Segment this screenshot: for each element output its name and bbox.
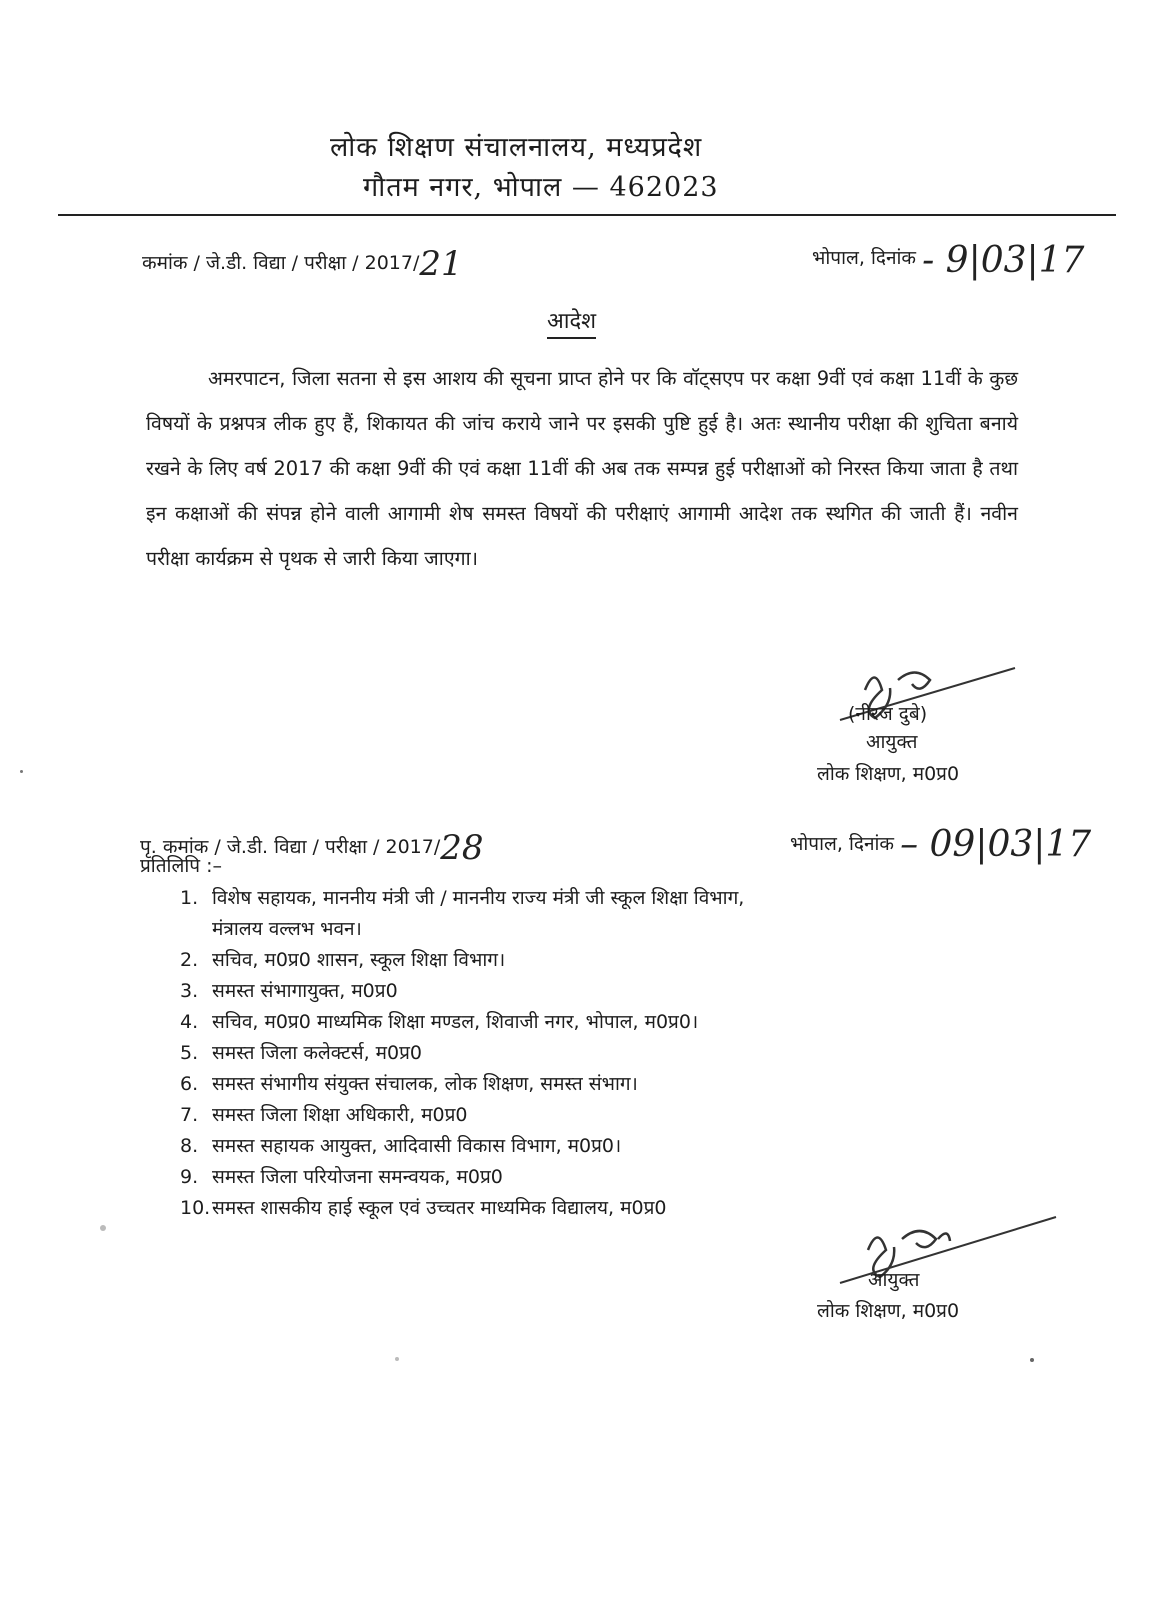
list-item: 9. समस्त जिला परियोजना समन्वयक, म0प्र0 (180, 1166, 503, 1188)
order-body: अमरपाटन, जिला सतना से इस आशय की सूचना प्राप्त होने पर कि वॉट्सएप पर कक्षा 9वीं एवं कक्षा 11वीं के कुछ विषयों के प्रश्नपत्र लीक हुए हैं, शिकायत की जांच कराये जाने पर इसकी पुष्टि हुई है। अतः स्थानीय परीक्षा की शुचिता बनाये रखने के लिए वर्ष 2017 की कक्षा 9वीं की एवं कक्षा 11वीं की अब तक सम्पन्न हुई परीक्षाओं को निरस्त किया जाता है तथा इन कक्षाओं की संपन्न होने वाली आगामी शेष समस्त विषयों की परीक्षाएं आगामी आदेश तक स्थगित की जाती हैं। नवीन परीक्षा कार्यक्रम से पृथक से जारी किया जाएगा। (146, 367, 1018, 570)
office-address: गौतम नगर, भोपाल — 462023 (363, 172, 719, 203)
signatory-designation-2: आयुक्त (868, 1269, 920, 1291)
order-number-label: कमांक / जे.डी. विद्या / परीक्षा / 2017/ (142, 252, 420, 274)
signature-mark-2 (820, 1205, 1060, 1295)
header-divider (58, 214, 1116, 216)
signatory-office-1: लोक शिक्षण, म0प्र0 (817, 763, 960, 785)
list-item: 8. समस्त सहायक आयुक्त, आदिवासी विकास विभाग, म0प्र0। (180, 1135, 622, 1157)
copy-date-label: भोपाल, दिनांक (790, 833, 895, 855)
office-name: लोक शिक्षण संचालनालय, मध्यप्रदेश (330, 132, 703, 163)
signatory-name-1: (नीरज दुबे) (848, 703, 928, 725)
copy-date (790, 818, 1092, 865)
copy-number-label: पृ. कमांक / जे.डी. विद्या / परीक्षा / 2017/ (140, 836, 441, 858)
signatory-office-2: लोक शिक्षण, म0प्र0 (817, 1300, 960, 1322)
signatory-designation-1: आयुक्त (866, 731, 918, 753)
signature-mark-1 (820, 650, 1020, 740)
scan-speck (100, 1225, 106, 1231)
list-item: 5. समस्त जिला कलेक्टर्स, म0प्र0 (180, 1042, 423, 1064)
order-date (812, 232, 1085, 281)
document-title: आदेश (547, 305, 596, 339)
scan-speck (20, 770, 23, 773)
order-date-handwritten: - 9|03|17 (922, 240, 1085, 281)
list-item-continuation: मंत्रालय वल्लभ भवन। (212, 918, 362, 940)
list-item: 10.समस्त शासकीय हाई स्कूल एवं उच्चतर माध्यमिक विद्यालय, म0प्र0 (180, 1197, 667, 1219)
copy-to-label: प्रतिलिपि :– (140, 855, 223, 877)
list-item: 4. सचिव, म0प्र0 माध्यमिक शिक्षा मण्डल, शिवाजी नगर, भोपाल, म0प्र0। (180, 1011, 699, 1033)
copy-number-handwritten: 28 (440, 828, 484, 868)
list-item: 6. समस्त संभागीय संयुक्त संचालक, लोक शिक्षण, समस्त संभाग। (180, 1073, 638, 1095)
scan-speck (395, 1357, 399, 1361)
list-item: 2. सचिव, म0प्र0 शासन, स्कूल शिक्षा विभाग। (180, 949, 506, 971)
scan-speck (1030, 1358, 1034, 1362)
list-item: 3. समस्त संभागायुक्त, म0प्र0 (180, 980, 398, 1002)
list-item: 7. समस्त जिला शिक्षा अधिकारी, म0प्र0 (180, 1104, 468, 1126)
distribution-list (180, 883, 744, 1224)
order-number (142, 238, 463, 284)
list-item: 1. विशेष सहायक, माननीय मंत्री जी / माननीय राज्य मंत्री जी स्कूल शिक्षा विभाग, (180, 887, 745, 909)
order-date-label: भोपाल, दिनांक (812, 247, 917, 269)
copy-date-handwritten: – 09|03|17 (900, 824, 1092, 865)
order-number-handwritten: 21 (419, 244, 463, 284)
